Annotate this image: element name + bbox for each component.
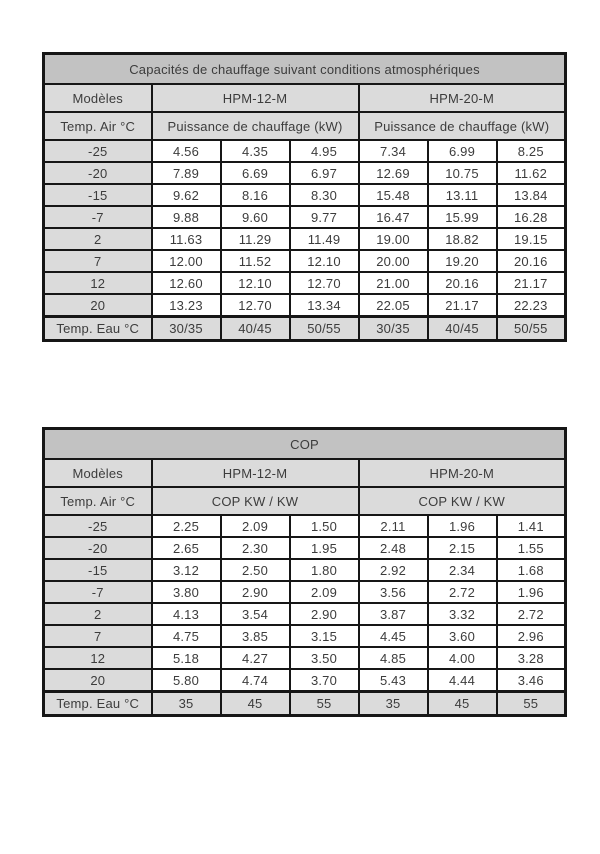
capacity-cell: 7.89 — [152, 162, 221, 184]
temp-eau-label: Temp. Eau °C — [44, 317, 152, 341]
capacity-cell: 21.17 — [497, 272, 566, 294]
cop-cell: 4.13 — [152, 603, 221, 625]
capacity-cell: 12.70 — [290, 272, 359, 294]
capacity-cell: 6.97 — [290, 162, 359, 184]
table-row — [44, 647, 566, 669]
temp-air-cell: -20 — [44, 162, 152, 184]
temp-air-cell: -25 — [44, 140, 152, 162]
temp-eau-label: Temp. Eau °C — [44, 692, 152, 716]
capacity-cell: 20.16 — [497, 250, 566, 272]
temp-eau-cell: 40/45 — [221, 317, 290, 341]
unit-label-hpm12: Puissance de chauffage (kW) — [152, 112, 359, 140]
cop-cell: 2.25 — [152, 515, 221, 537]
cop-cell: 3.87 — [359, 603, 428, 625]
cop-cell: 3.85 — [221, 625, 290, 647]
cop-cell: 2.92 — [359, 559, 428, 581]
temp-air-label: Temp. Air °C — [44, 487, 152, 515]
capacity-cell: 22.05 — [359, 294, 428, 317]
cop-cell: 3.15 — [290, 625, 359, 647]
cop-cell: 2.09 — [221, 515, 290, 537]
capacity-cell: 12.69 — [359, 162, 428, 184]
temp-eau-cell: 40/45 — [428, 317, 497, 341]
capacity-cell: 9.60 — [221, 206, 290, 228]
table-row — [44, 669, 566, 692]
capacity-cell: 6.99 — [428, 140, 497, 162]
cop-cell: 2.34 — [428, 559, 497, 581]
cop-cell: 1.50 — [290, 515, 359, 537]
unit-header-row — [44, 487, 566, 515]
cop-cell: 3.50 — [290, 647, 359, 669]
temp-eau-cell: 50/55 — [497, 317, 566, 341]
unit-label-hpm20: COP KW / KW — [359, 487, 566, 515]
capacity-cell: 12.70 — [221, 294, 290, 317]
water-temp-row — [44, 317, 566, 341]
capacity-cell: 22.23 — [497, 294, 566, 317]
cop-cell: 2.90 — [290, 603, 359, 625]
table-row — [44, 206, 566, 228]
capacity-cell: 16.47 — [359, 206, 428, 228]
cop-cell: 3.54 — [221, 603, 290, 625]
temp-eau-cell: 35 — [359, 692, 428, 716]
capacity-cell: 11.62 — [497, 162, 566, 184]
temp-air-cell: -7 — [44, 581, 152, 603]
cop-cell: 5.43 — [359, 669, 428, 692]
temp-air-label: Temp. Air °C — [44, 112, 152, 140]
temp-eau-cell: 30/35 — [359, 317, 428, 341]
capacity-cell: 15.48 — [359, 184, 428, 206]
table-row — [44, 250, 566, 272]
model-name-hpm20: HPM-20-M — [359, 459, 566, 487]
table-row — [44, 228, 566, 250]
model-name-hpm12: HPM-12-M — [152, 459, 359, 487]
temp-air-cell: 20 — [44, 669, 152, 692]
cop-cell: 2.15 — [428, 537, 497, 559]
cop-cell: 4.44 — [428, 669, 497, 692]
temp-air-cell: 7 — [44, 250, 152, 272]
capacity-cell: 20.00 — [359, 250, 428, 272]
temp-air-cell: 20 — [44, 294, 152, 317]
cop-cell: 2.50 — [221, 559, 290, 581]
temp-eau-cell: 55 — [497, 692, 566, 716]
capacity-cell: 19.00 — [359, 228, 428, 250]
capacity-cell: 7.34 — [359, 140, 428, 162]
cop-cell: 5.80 — [152, 669, 221, 692]
cop-cell: 4.74 — [221, 669, 290, 692]
capacity-cell: 21.00 — [359, 272, 428, 294]
table-row — [44, 184, 566, 206]
cop-cell: 2.09 — [290, 581, 359, 603]
cop-cell: 2.72 — [497, 603, 566, 625]
capacity-cell: 12.10 — [221, 272, 290, 294]
cop-cell: 1.68 — [497, 559, 566, 581]
table-row — [44, 162, 566, 184]
temp-air-cell: 12 — [44, 647, 152, 669]
cop-cell: 2.96 — [497, 625, 566, 647]
capacity-cell: 21.17 — [428, 294, 497, 317]
unit-label-hpm12: COP KW / KW — [152, 487, 359, 515]
capacity-cell: 12.60 — [152, 272, 221, 294]
capacity-cell: 13.84 — [497, 184, 566, 206]
capacity-cell: 10.75 — [428, 162, 497, 184]
temp-eau-cell: 50/55 — [290, 317, 359, 341]
capacity-cell: 9.62 — [152, 184, 221, 206]
table-row — [44, 294, 566, 317]
cop-cell: 2.65 — [152, 537, 221, 559]
capacity-cell: 20.16 — [428, 272, 497, 294]
table-row — [44, 559, 566, 581]
table-title: Capacités de chauffage suivant conditions atmosphériques — [44, 54, 566, 85]
model-name-hpm12: HPM-12-M — [152, 84, 359, 112]
cop-cell: 3.70 — [290, 669, 359, 692]
cop-cell: 2.11 — [359, 515, 428, 537]
table-row — [44, 515, 566, 537]
capacity-cell: 16.28 — [497, 206, 566, 228]
cop-cell: 3.28 — [497, 647, 566, 669]
capacity-cell: 4.35 — [221, 140, 290, 162]
cop-cell: 1.96 — [428, 515, 497, 537]
capacity-cell: 18.82 — [428, 228, 497, 250]
temp-eau-cell: 35 — [152, 692, 221, 716]
table-row — [44, 272, 566, 294]
temp-air-cell: -20 — [44, 537, 152, 559]
cop-cell: 2.90 — [221, 581, 290, 603]
cop-table — [42, 427, 567, 717]
model-header-row — [44, 459, 566, 487]
capacity-cell: 12.00 — [152, 250, 221, 272]
unit-label-hpm20: Puissance de chauffage (kW) — [359, 112, 566, 140]
table-title-row — [44, 54, 566, 85]
capacity-cell: 19.20 — [428, 250, 497, 272]
temp-air-cell: 2 — [44, 603, 152, 625]
temp-air-cell: 2 — [44, 228, 152, 250]
table-title-row — [44, 429, 566, 460]
temp-eau-cell: 55 — [290, 692, 359, 716]
temp-eau-cell: 30/35 — [152, 317, 221, 341]
temp-eau-cell: 45 — [221, 692, 290, 716]
capacity-cell: 15.99 — [428, 206, 497, 228]
cop-cell: 1.41 — [497, 515, 566, 537]
temp-air-cell: 12 — [44, 272, 152, 294]
capacity-cell: 11.29 — [221, 228, 290, 250]
cop-cell: 4.00 — [428, 647, 497, 669]
capacity-cell: 9.77 — [290, 206, 359, 228]
cop-cell: 2.48 — [359, 537, 428, 559]
capacity-cell: 8.16 — [221, 184, 290, 206]
capacity-cell: 6.69 — [221, 162, 290, 184]
temp-air-cell: -7 — [44, 206, 152, 228]
capacity-cell: 13.23 — [152, 294, 221, 317]
heating-capacity-table — [42, 52, 567, 342]
temp-eau-cell: 45 — [428, 692, 497, 716]
capacity-cell: 4.56 — [152, 140, 221, 162]
capacity-cell: 12.10 — [290, 250, 359, 272]
cop-cell: 5.18 — [152, 647, 221, 669]
temp-air-cell: 7 — [44, 625, 152, 647]
unit-header-row — [44, 112, 566, 140]
capacity-cell: 19.15 — [497, 228, 566, 250]
models-label: Modèles — [44, 459, 152, 487]
model-header-row — [44, 84, 566, 112]
cop-cell: 2.72 — [428, 581, 497, 603]
capacity-cell: 8.30 — [290, 184, 359, 206]
capacity-cell: 11.52 — [221, 250, 290, 272]
cop-cell: 4.85 — [359, 647, 428, 669]
table-row — [44, 140, 566, 162]
capacity-cell: 13.34 — [290, 294, 359, 317]
table-title: COP — [44, 429, 566, 460]
capacity-cell: 8.25 — [497, 140, 566, 162]
cop-cell: 3.80 — [152, 581, 221, 603]
capacity-cell: 11.49 — [290, 228, 359, 250]
temp-air-cell: -15 — [44, 559, 152, 581]
cop-cell: 3.56 — [359, 581, 428, 603]
cop-cell: 1.96 — [497, 581, 566, 603]
cop-cell: 4.27 — [221, 647, 290, 669]
cop-cell: 3.60 — [428, 625, 497, 647]
cop-cell: 4.75 — [152, 625, 221, 647]
cop-cell: 1.55 — [497, 537, 566, 559]
capacity-cell: 9.88 — [152, 206, 221, 228]
cop-cell: 3.46 — [497, 669, 566, 692]
water-temp-row — [44, 692, 566, 716]
cop-cell: 1.95 — [290, 537, 359, 559]
capacity-cell: 4.95 — [290, 140, 359, 162]
table-row — [44, 581, 566, 603]
temp-air-cell: -25 — [44, 515, 152, 537]
cop-cell: 2.30 — [221, 537, 290, 559]
capacity-cell: 11.63 — [152, 228, 221, 250]
cop-cell: 3.12 — [152, 559, 221, 581]
model-name-hpm20: HPM-20-M — [359, 84, 566, 112]
table-row — [44, 537, 566, 559]
table-row — [44, 625, 566, 647]
table-row — [44, 603, 566, 625]
cop-cell: 3.32 — [428, 603, 497, 625]
cop-cell: 1.80 — [290, 559, 359, 581]
cop-cell: 4.45 — [359, 625, 428, 647]
capacity-cell: 13.11 — [428, 184, 497, 206]
temp-air-cell: -15 — [44, 184, 152, 206]
models-label: Modèles — [44, 84, 152, 112]
